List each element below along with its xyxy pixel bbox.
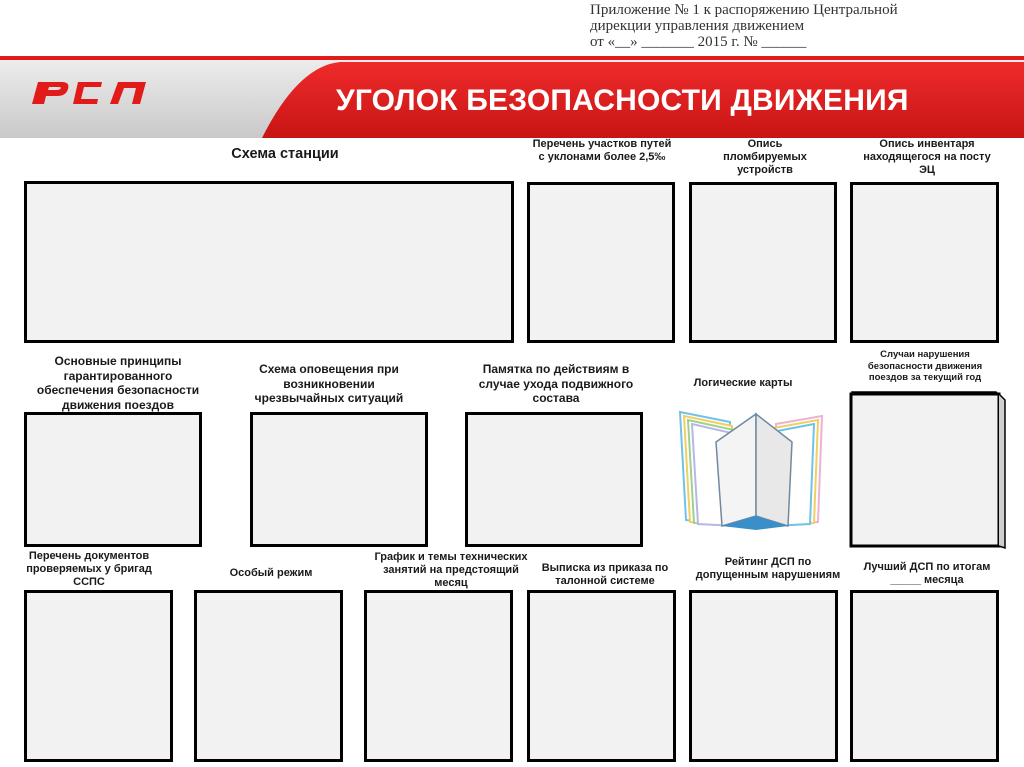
- label-logic-cards: Логические карты: [693, 377, 793, 389]
- label-training-schedule: График и темы технических занятий на предстоящий месяц: [374, 551, 528, 589]
- board-inventory: [850, 182, 999, 343]
- label-documents-list: Перечень документов проверяемых у бригад ССПС: [26, 550, 152, 588]
- label-alert-scheme: Схема оповещения при возникновении чрезвычайных ситуаций: [254, 362, 404, 405]
- label-rolling-stock-memo: Памятка по действиям в случае ухода подвижного состава: [478, 362, 634, 405]
- book-icon: [672, 408, 828, 534]
- label-station-scheme: Схема станции: [231, 146, 339, 162]
- label-slope-tracks: Перечень участков путей с уклонами более 2,5‰: [532, 138, 672, 163]
- board-documents-list: [24, 590, 173, 762]
- label-best-dsp: Лучший ДСП по итогам _____ месяца: [863, 561, 991, 586]
- board-rolling-stock-memo: [465, 412, 643, 547]
- label-principles: Основные принципы гарантированного обеспечения безопасности движения поездов: [36, 354, 200, 412]
- appendix-line-1: Приложение № 1 к распоряжению Центральной: [590, 2, 898, 18]
- rzd-logo: [26, 74, 158, 108]
- board-slope-tracks: [527, 182, 675, 343]
- board-alert-scheme: [250, 412, 428, 547]
- page-title: УГОЛОК БЕЗОПАСНОСТИ ДВИЖЕНИЯ: [336, 84, 909, 117]
- label-dsp-rating: Рейтинг ДСП по допущенным нарушениям: [695, 556, 841, 581]
- appendix-line-2: дирекции управления движением: [590, 18, 805, 34]
- board-principles: [24, 412, 202, 547]
- label-sealed-devices: Опись пломбируемых устройств: [723, 138, 807, 176]
- board-station-scheme: [24, 181, 514, 343]
- appendix-line-3: от «__» _______ 2015 г. № ______: [590, 34, 807, 50]
- label-inventory: Опись инвентаря находящегося на посту ЭЦ: [863, 138, 991, 176]
- appendix-note: [590, 2, 1020, 50]
- label-special-mode: Особый режим: [229, 567, 313, 579]
- board-training-schedule: [364, 590, 513, 762]
- board-violations: [848, 386, 1008, 550]
- label-violations: Случаи нарушения безопасности движения поездов за текущий год: [867, 349, 983, 383]
- board-sealed-devices: [689, 182, 837, 343]
- board-best-dsp: [850, 590, 999, 762]
- label-coupon-extract: Выписка из приказа по талонной системе: [541, 562, 669, 587]
- board-special-mode: [194, 590, 343, 762]
- board-dsp-rating: [689, 590, 838, 762]
- board-coupon-extract: [527, 590, 676, 762]
